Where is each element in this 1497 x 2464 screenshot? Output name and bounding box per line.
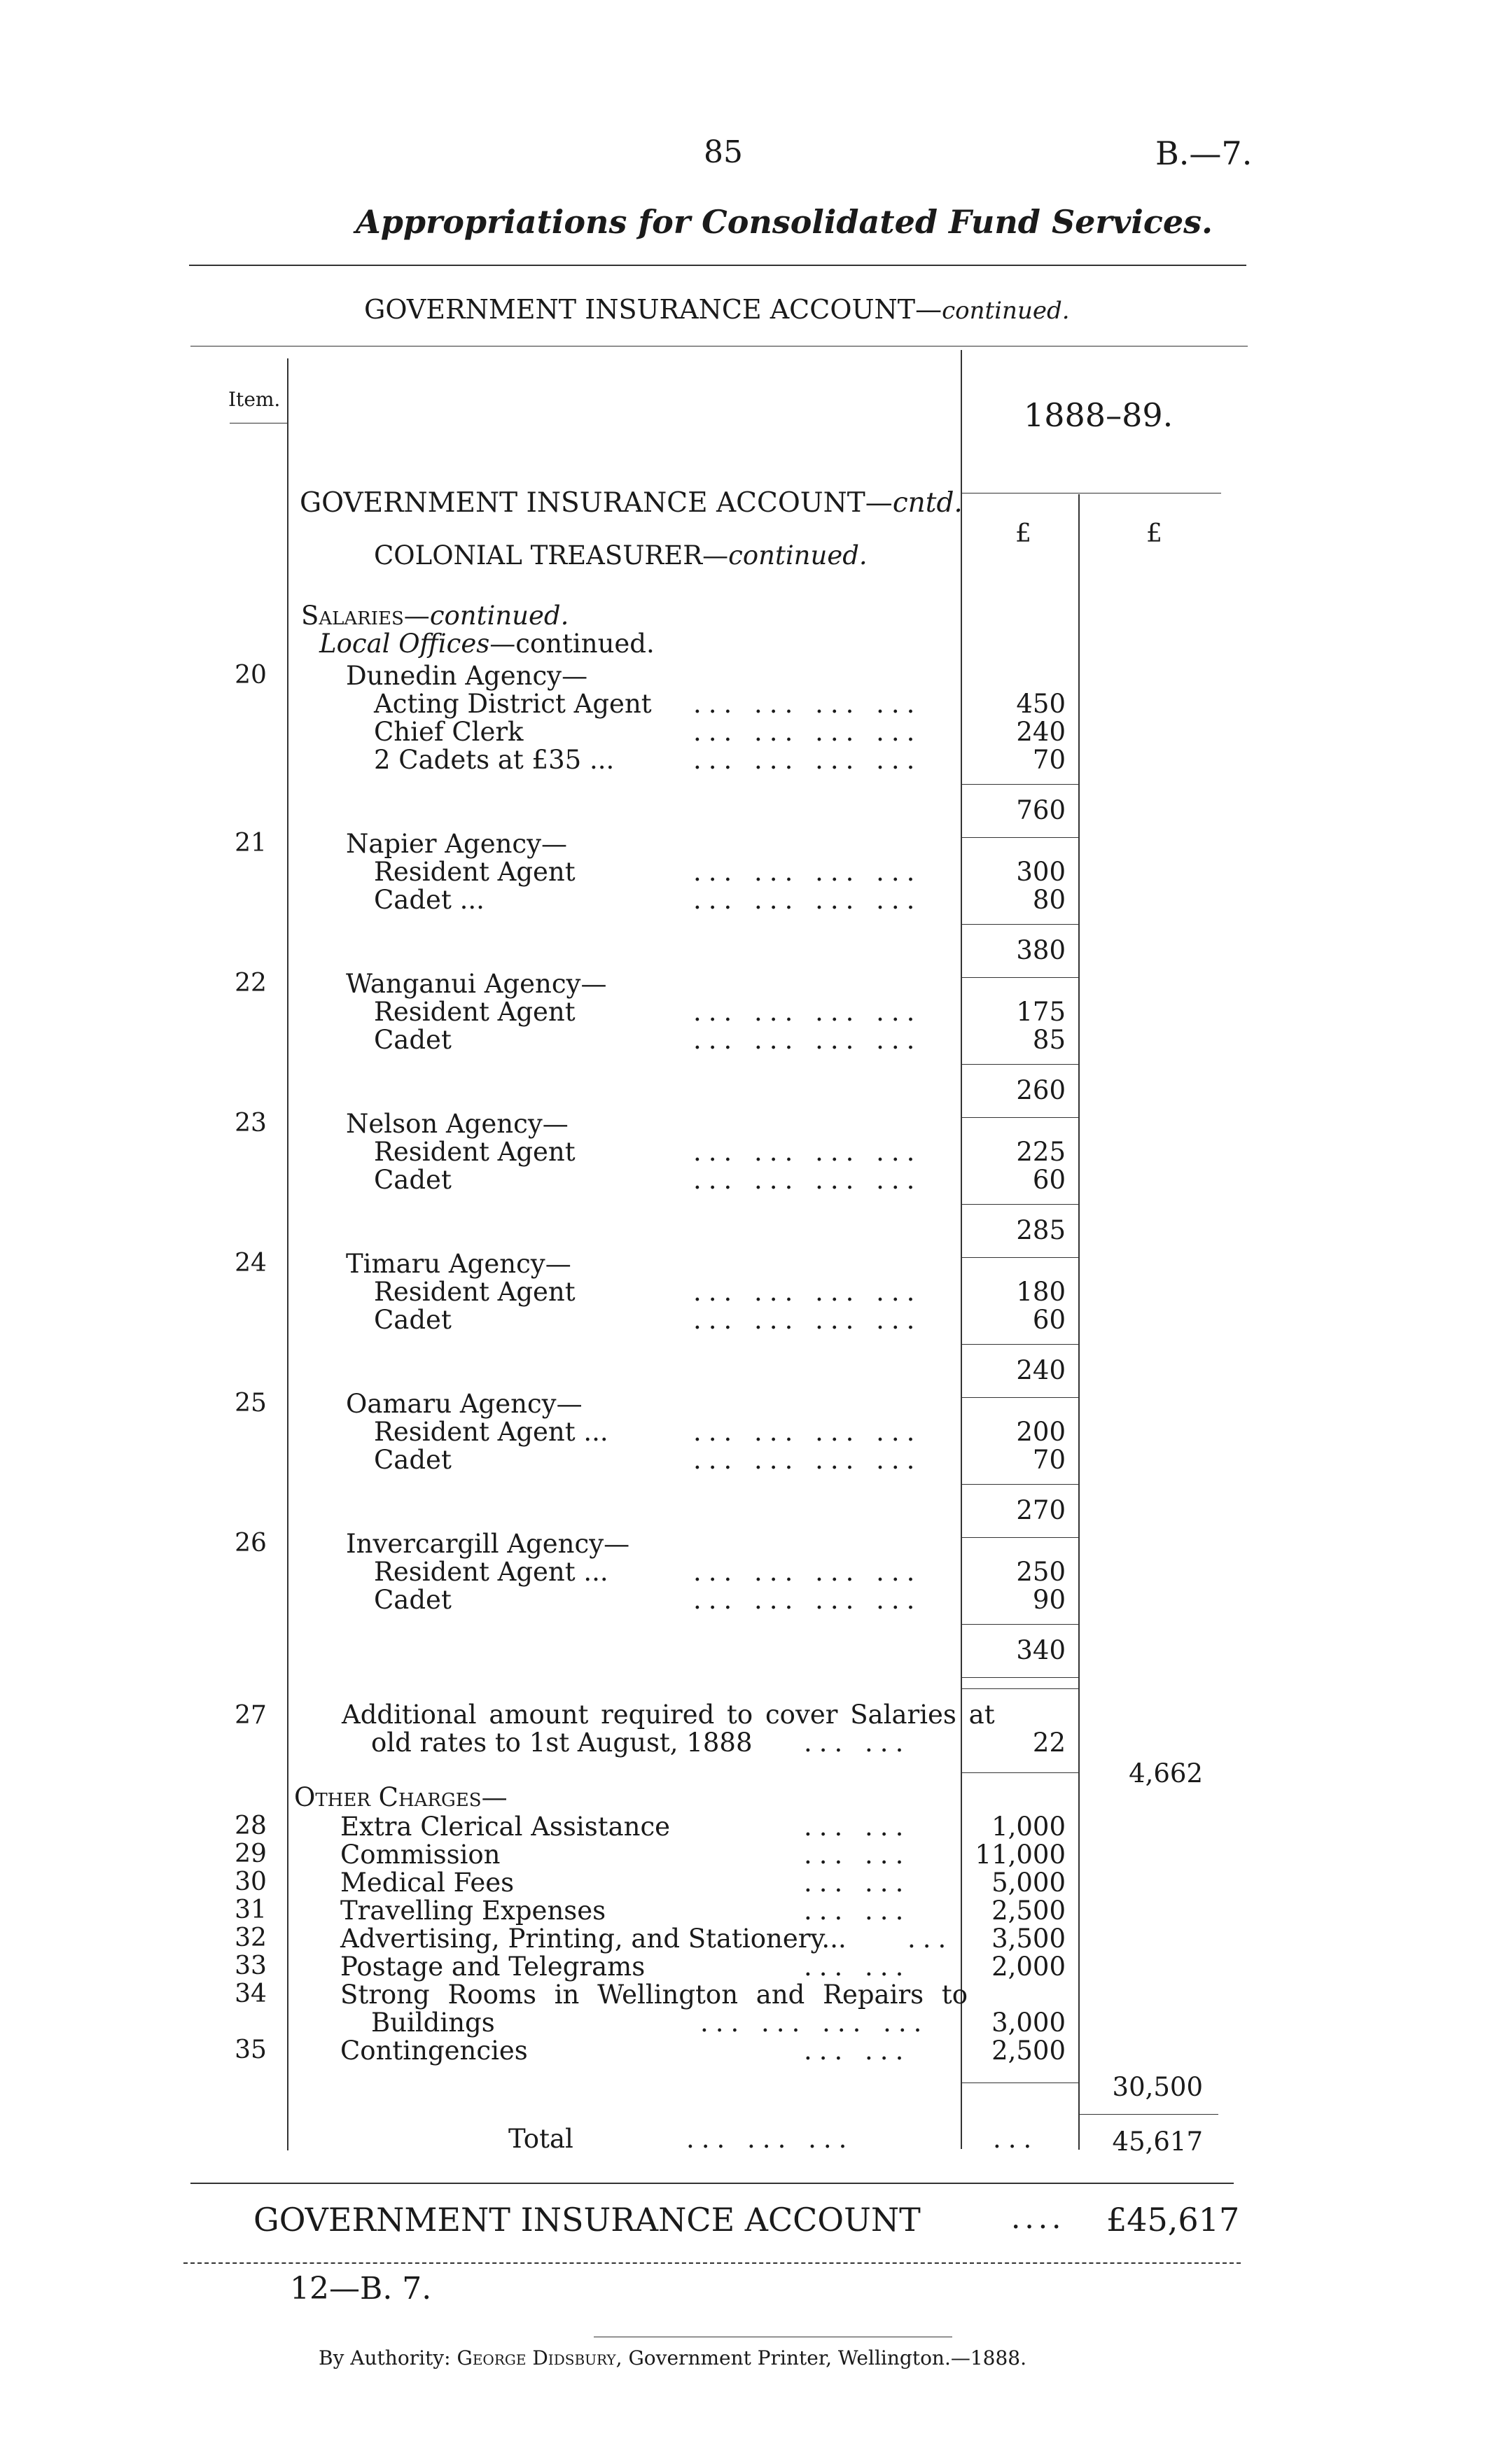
agency-subtotal: 380 — [1016, 935, 1066, 965]
salaries-label: Salaries— — [301, 601, 430, 631]
amount-column-rule-2 — [1078, 494, 1080, 2150]
agency-line-amount: 450 — [1016, 689, 1066, 719]
agency-line-amount: 80 — [1032, 885, 1066, 915]
agency-line-dots: ... ... ... ... — [693, 1137, 922, 1167]
treasurer-title-main: COLONIAL TREASURER— — [374, 540, 729, 570]
treasurer-title-italic: continued. — [728, 540, 868, 570]
agency-line-amount: 60 — [1032, 1305, 1066, 1335]
agency-line-dots: ... ... ... ... — [693, 1277, 922, 1307]
charge-dots: ... ... — [804, 1896, 911, 1926]
item-number: 34 — [235, 1980, 267, 2008]
agency-subtotal: 285 — [1016, 1215, 1066, 1245]
imprint-prefix: By Authority: — [319, 2346, 451, 2370]
agency-line-dots: ... ... ... ... — [693, 885, 922, 915]
total-rule — [1078, 2114, 1218, 2115]
agency-line-rule — [961, 1624, 1078, 1625]
agency-subtotal: 340 — [1016, 1635, 1066, 1665]
charge-label-continued: Buildings — [371, 2008, 495, 2038]
charge-label: Medical Fees — [340, 1868, 515, 1898]
agency-line-dots: ... ... ... ... — [693, 1165, 922, 1195]
agency-line-label: Resident Agent ... — [374, 1557, 608, 1587]
total-dots: ... ... ... — [686, 2124, 854, 2154]
item-header-rule — [230, 423, 287, 424]
charge-dots: ... ... — [804, 2036, 911, 2066]
treasurer-title — [374, 540, 868, 570]
charge-amount: 2,500 — [991, 1896, 1066, 1926]
agency-line-dots: ... ... ... ... — [693, 1305, 922, 1335]
charge-dots: ... ... — [804, 1840, 911, 1870]
agency-subtotal: 260 — [1016, 1075, 1066, 1105]
charge-dots: ... ... — [804, 1952, 911, 1982]
agency-line-label: Cadet — [374, 1025, 452, 1055]
charge-label: Strong Rooms in Wellington and Repairs to — [340, 1980, 968, 2010]
agency-line-label: Acting District Agent — [374, 689, 652, 719]
agency-subtotal-rule — [961, 977, 1078, 978]
agency-line-label: Resident Agent — [374, 1137, 576, 1167]
charge-dots: ... ... — [804, 1868, 911, 1898]
charge-amount: 5,000 — [991, 1868, 1066, 1898]
agency-name: Oamaru Agency— — [346, 1389, 583, 1419]
charge-amount: 3,500 — [991, 1924, 1066, 1954]
item-number: 21 — [235, 829, 267, 858]
amount-column-rule-1 — [961, 350, 962, 2149]
grand-total-top-rule — [190, 2183, 1234, 2184]
total-amount: 45,617 — [1112, 2127, 1203, 2157]
currency-symbol-col2: £ — [1146, 519, 1162, 548]
item-number: 29 — [235, 1840, 267, 1868]
charge-amount: 3,000 — [991, 2008, 1066, 2038]
rule-top — [189, 265, 1246, 266]
agency-line-label: Cadet — [374, 1305, 452, 1335]
other-charges-total: 30,500 — [1112, 2072, 1203, 2102]
agency-line-label: Resident Agent — [374, 857, 576, 887]
item-number: 28 — [235, 1812, 267, 1840]
charge-label: Extra Clerical Assistance — [340, 1812, 671, 1842]
item-27-line-1: Additional amount required to cover Salaries at — [342, 1700, 995, 1730]
agency-line-rule — [961, 924, 1078, 925]
salaries-heading — [301, 601, 569, 631]
local-offices-rest: —continued. — [489, 629, 655, 659]
agency-line-amount: 60 — [1032, 1165, 1066, 1195]
signature-mark: 12—B. 7. — [290, 2271, 432, 2306]
agency-subtotal-rule — [961, 1257, 1078, 1258]
agency-line-dots: ... ... ... ... — [693, 1585, 922, 1615]
charge-amount: 1,000 — [991, 1812, 1066, 1842]
agency-line-amount: 85 — [1032, 1025, 1066, 1055]
other-charges-heading: Other Charges— — [294, 1782, 508, 1812]
local-offices-heading — [319, 629, 655, 659]
section-title-italic: continued. — [942, 297, 1070, 325]
agency-subtotal: 240 — [1016, 1355, 1066, 1385]
page-subtitle: Appropriations for Consolidated Fund Services. — [356, 203, 1213, 241]
agency-line-rule — [961, 1344, 1078, 1345]
agency-subtotal: 270 — [1016, 1495, 1066, 1525]
salaries-total: 4,662 — [1129, 1758, 1203, 1788]
grand-total-bottom-rule — [183, 2262, 1241, 2264]
agency-subtotal-rule — [961, 1677, 1078, 1678]
agency-line-amount: 90 — [1032, 1585, 1066, 1615]
account-title-main: GOVERNMENT INSURANCE ACCOUNT— — [300, 487, 893, 519]
item-27-dots: ... ... — [804, 1728, 911, 1758]
item-column-header: Item. — [228, 388, 281, 411]
agency-line-dots: ... ... ... ... — [693, 997, 922, 1027]
imprint-suffix: , Government Printer, Wellington.—1888. — [615, 2346, 1027, 2370]
agency-line-amount: 180 — [1016, 1277, 1066, 1307]
agency-line-dots: ... ... ... ... — [693, 689, 922, 719]
item-number: 20 — [235, 661, 267, 690]
item-number: 23 — [235, 1109, 267, 1138]
agency-line-amount: 200 — [1016, 1417, 1066, 1447]
agency-line-rule — [961, 1204, 1078, 1205]
total-col1-dots: ... — [993, 2124, 1039, 2154]
agency-line-dots: ... ... ... ... — [693, 857, 922, 887]
agency-line-amount: 175 — [1016, 997, 1066, 1027]
agency-line-dots: ... ... ... ... — [693, 1557, 922, 1587]
agency-line-amount: 250 — [1016, 1557, 1066, 1587]
item-number: 35 — [235, 2036, 267, 2064]
charge-label: Postage and Telegrams — [340, 1952, 646, 1982]
agency-line-amount: 70 — [1032, 745, 1066, 775]
charge-dots: ... — [907, 1924, 954, 1954]
charge-label: Contingencies — [340, 2036, 528, 2066]
agency-subtotal-rule — [961, 1397, 1078, 1398]
agency-line-label: Resident Agent — [374, 1277, 576, 1307]
charge-amount: 2,000 — [991, 1952, 1066, 1982]
agency-name: Timaru Agency— — [346, 1249, 571, 1279]
page-number: 85 — [704, 134, 743, 170]
agency-line-rule — [961, 784, 1078, 785]
agency-line-rule — [961, 1064, 1078, 1065]
agency-name: Invercargill Agency— — [346, 1529, 630, 1559]
agency-subtotal-rule — [961, 837, 1078, 838]
grand-total-dots: .... — [1011, 2201, 1066, 2235]
agency-line-label: Cadet — [374, 1445, 452, 1475]
agency-line-dots: ... ... ... ... — [693, 1025, 922, 1055]
agency-name: Napier Agency— — [346, 829, 568, 859]
agency-line-dots: ... ... ... ... — [693, 745, 922, 775]
salaries-italic: continued. — [429, 601, 569, 631]
section-title — [364, 294, 1070, 325]
item-27-bottom-rule — [961, 1772, 1078, 1773]
agency-name: Wanganui Agency— — [346, 969, 607, 999]
other-charges-rule — [961, 2082, 1078, 2083]
printer-imprint — [319, 2346, 1026, 2370]
item-number: 25 — [235, 1389, 267, 1418]
charge-label: Travelling Expenses — [340, 1896, 606, 1926]
agency-subtotal-rule — [961, 1117, 1078, 1118]
grand-total-label: GOVERNMENT INSURANCE ACCOUNT — [253, 2201, 921, 2239]
item-number: 33 — [235, 1952, 267, 1980]
document-reference: B.—7. — [1155, 134, 1253, 172]
agency-line-dots: ... ... ... ... — [693, 717, 922, 747]
agency-line-label: Cadet — [374, 1165, 452, 1195]
charge-amount: 2,500 — [991, 2036, 1066, 2066]
charge-amount: 11,000 — [975, 1840, 1066, 1870]
local-offices-italic: Local Offices — [319, 629, 490, 659]
agency-line-label: Resident Agent — [374, 997, 576, 1027]
agency-subtotal-rule — [961, 1537, 1078, 1538]
item-number: 30 — [235, 1868, 267, 1896]
imprint-printer: George Didsbury — [457, 2346, 616, 2370]
item-27-line-2: old rates to 1st August, 1888 — [371, 1728, 753, 1758]
agency-line-label: Chief Clerk — [374, 717, 524, 747]
agency-line-amount: 70 — [1032, 1445, 1066, 1475]
agency-line-amount: 225 — [1016, 1137, 1066, 1167]
currency-symbol-col1: £ — [1015, 519, 1031, 548]
charge-dots: ... ... ... ... — [700, 2008, 929, 2038]
agency-line-dots: ... ... ... ... — [693, 1445, 922, 1475]
agency-line-amount: 300 — [1016, 857, 1066, 887]
agency-line-label: 2 Cadets at £35 ... — [374, 745, 615, 775]
item-27-top-rule — [961, 1688, 1078, 1689]
charge-label: Advertising, Printing, and Stationery... — [340, 1924, 847, 1954]
item-number: 32 — [235, 1924, 267, 1952]
account-title-italic: cntd. — [892, 487, 963, 519]
item-27-amount: 22 — [1032, 1728, 1066, 1758]
grand-total-amount: £45,617 — [1106, 2201, 1240, 2239]
year-header: 1888–89. — [1024, 396, 1174, 434]
item-number: 26 — [235, 1529, 267, 1558]
agency-line-label: Resident Agent ... — [374, 1417, 608, 1447]
charge-label: Commission — [340, 1840, 501, 1870]
charge-dots: ... ... — [804, 1812, 911, 1842]
agency-line-label: Cadet — [374, 1585, 452, 1615]
item-column-rule — [287, 358, 288, 2150]
account-title — [300, 487, 963, 519]
agency-line-dots: ... ... ... ... — [693, 1417, 922, 1447]
agency-line-label: Cadet ... — [374, 885, 485, 915]
agency-name: Dunedin Agency— — [346, 661, 588, 691]
item-number: 22 — [235, 969, 267, 997]
agency-line-amount: 240 — [1016, 717, 1066, 747]
total-label: Total — [508, 2124, 573, 2154]
agency-subtotal: 760 — [1016, 795, 1066, 825]
agency-line-rule — [961, 1484, 1078, 1485]
section-title-main: GOVERNMENT INSURANCE ACCOUNT— — [364, 294, 942, 325]
item-number-27: 27 — [235, 1701, 267, 1730]
item-number: 24 — [235, 1249, 267, 1278]
item-number: 31 — [235, 1896, 267, 1924]
agency-name: Nelson Agency— — [346, 1109, 569, 1139]
